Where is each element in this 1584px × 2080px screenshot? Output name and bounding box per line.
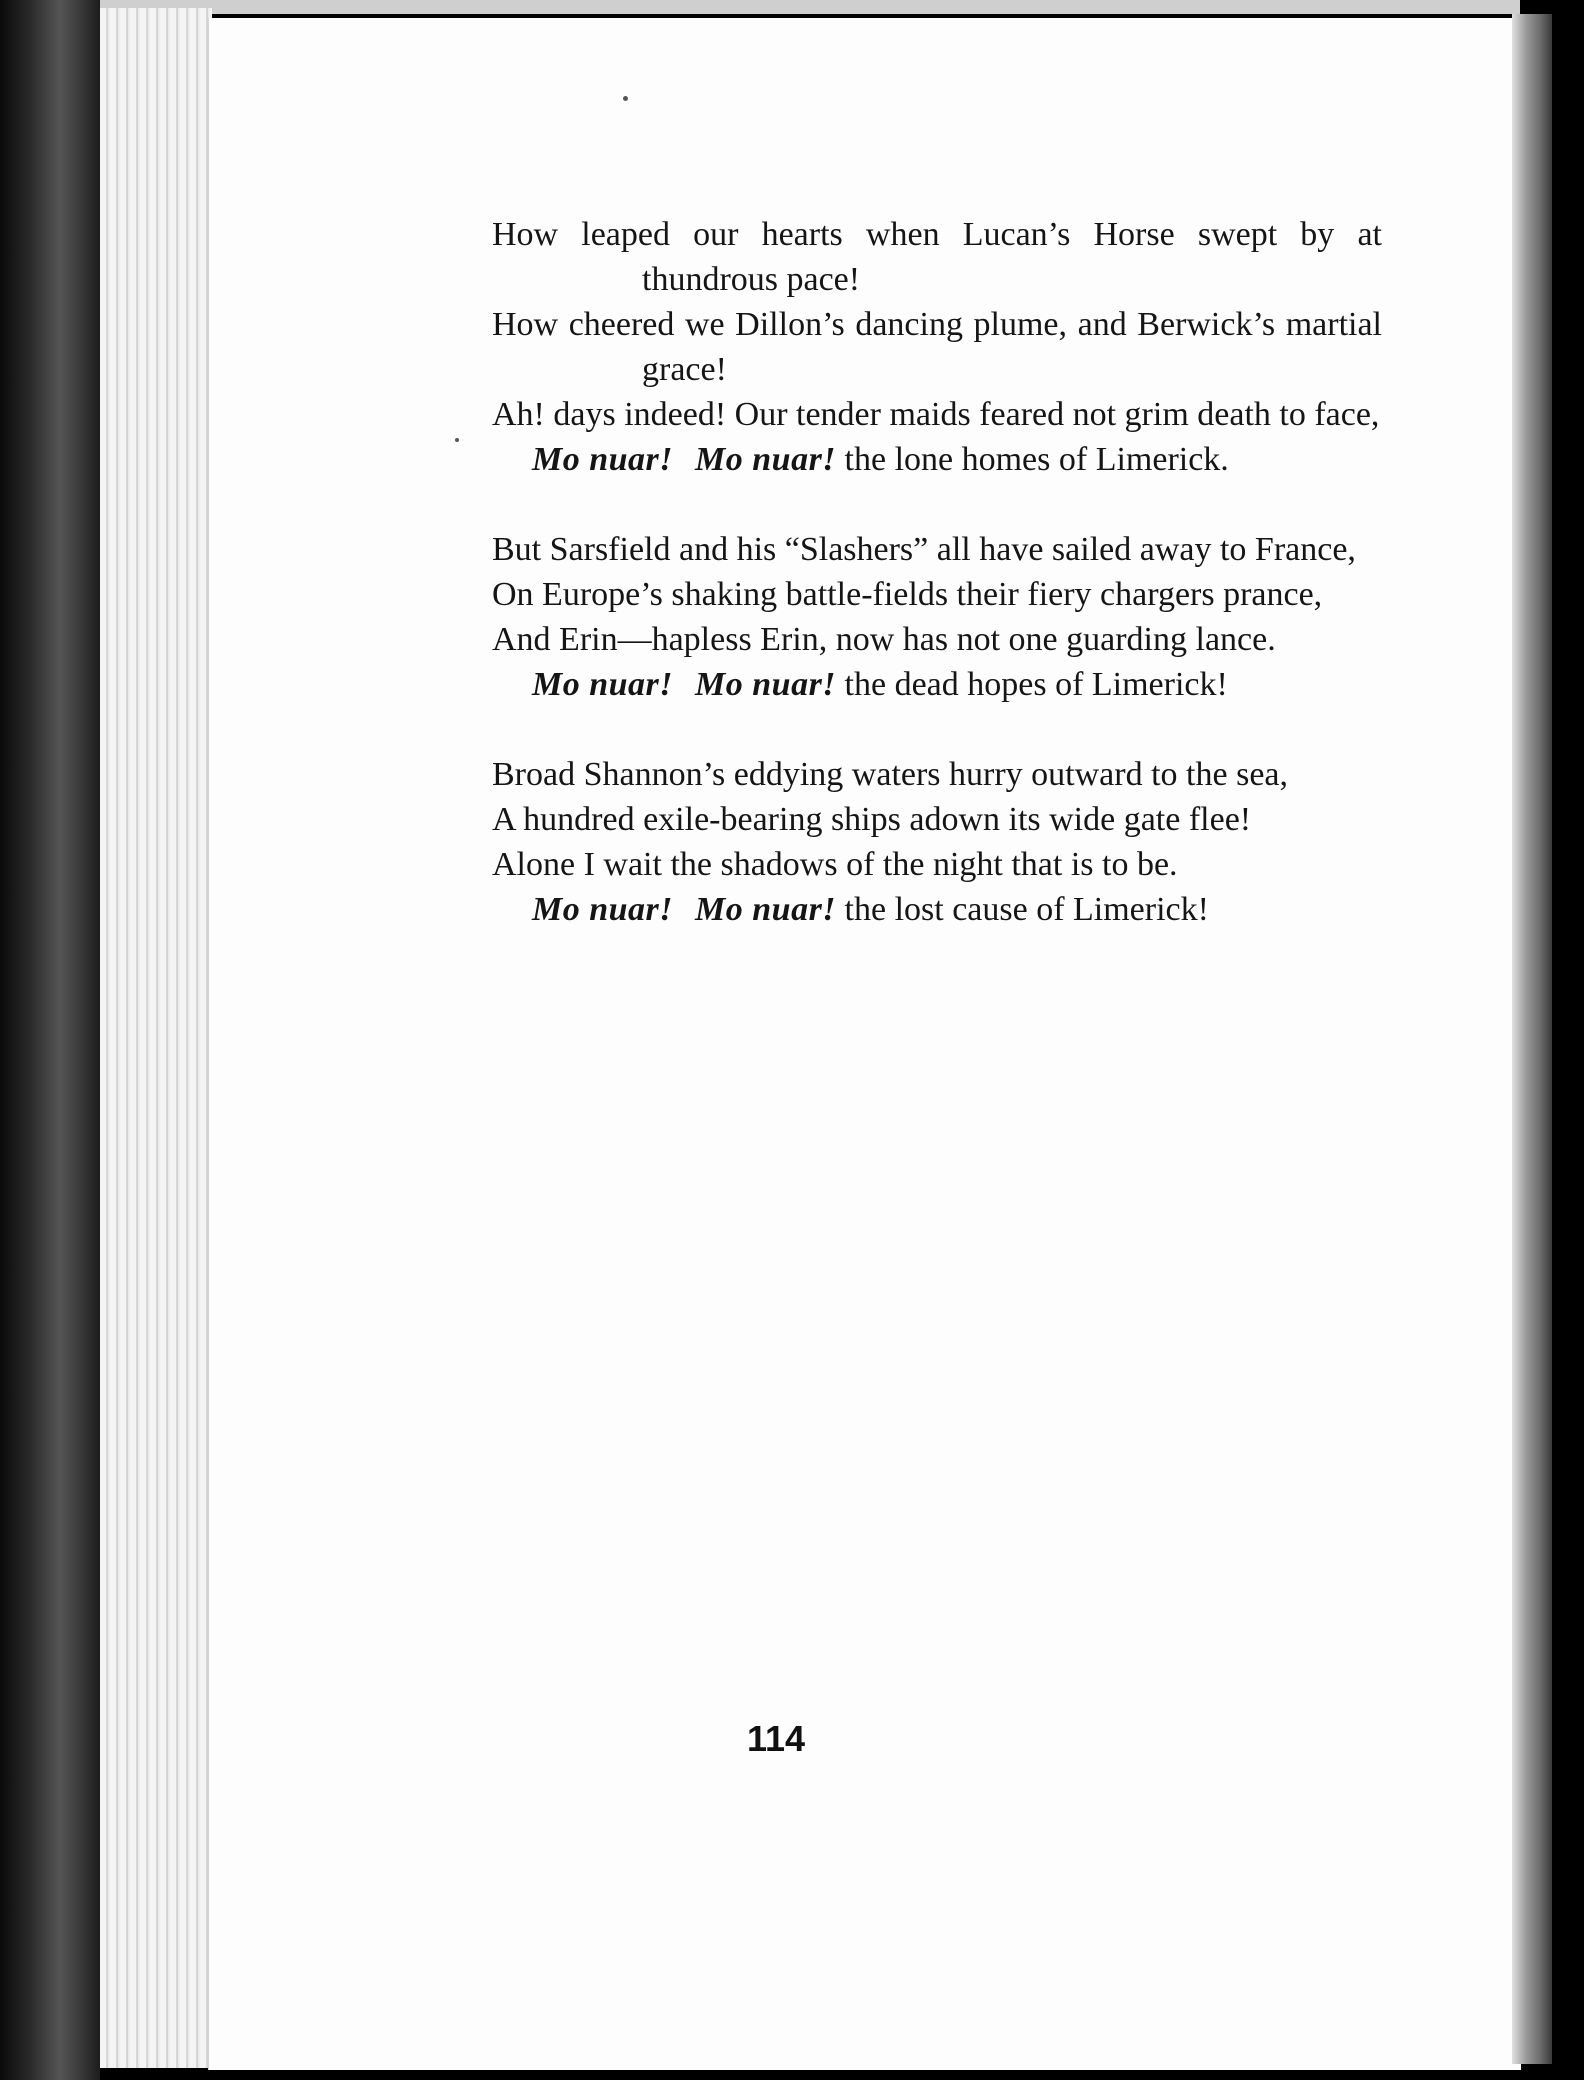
refrain-cry: Mo nuar!	[532, 441, 674, 478]
verse-line: But Sarsfield and his “Slashers” all have sailed away to France,	[492, 531, 1356, 568]
page-speck	[455, 438, 459, 442]
refrain-cry: Mo nuar!	[532, 666, 674, 703]
refrain-line	[492, 887, 1382, 932]
verse-line: How leaped our hearts when Lucan’s Horse swept by at thundrous pace!	[492, 216, 1382, 298]
poem	[492, 212, 1382, 977]
page-top-edge	[100, 0, 1520, 14]
refrain-cry: Mo nuar!	[695, 891, 837, 928]
refrain-line	[492, 662, 1382, 707]
verse-line: How cheered we Dillon’s dancing plume, and Berwick’s martial grace!	[492, 306, 1382, 388]
stanza-2	[492, 527, 1382, 707]
book-spine	[0, 0, 100, 2080]
verse-line: Alone I wait the shadows of the night that is to be.	[492, 846, 1178, 883]
refrain-text: the lone homes of Limerick.	[844, 441, 1229, 478]
refrain-text: the lost cause of Limerick!	[844, 891, 1209, 928]
verse-line: A hundred exile-bearing ships adown its wide gate flee!	[492, 801, 1252, 838]
verse-line: On Europe’s shaking battle-fields their fiery chargers prance,	[492, 576, 1323, 613]
stanza-1	[492, 212, 1382, 482]
verse-line: Ah! days indeed! Our tender maids feared not grim death to face,	[492, 396, 1380, 433]
refrain-text: the dead hopes of Limerick!	[844, 666, 1228, 703]
page-number: 114	[746, 1718, 806, 1759]
stanza-3	[492, 752, 1382, 932]
refrain-cry: Mo nuar!	[695, 441, 837, 478]
refrain-cry: Mo nuar!	[695, 666, 837, 703]
page-speck	[623, 96, 628, 101]
refrain-line	[492, 437, 1382, 482]
verse-line: Broad Shannon’s eddying waters hurry outward to the sea,	[492, 756, 1288, 793]
refrain-cry: Mo nuar!	[532, 891, 674, 928]
verse-line: And Erin—hapless Erin, now has not one guarding lance.	[492, 621, 1276, 658]
scan-border	[1552, 0, 1584, 2080]
